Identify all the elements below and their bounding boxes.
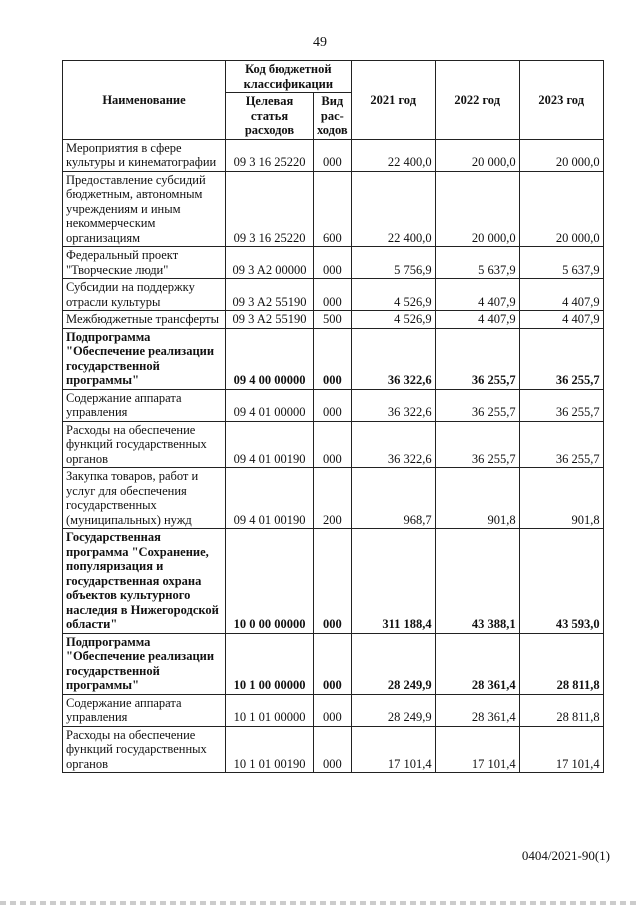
table-row (63, 171, 604, 247)
table-header (63, 61, 604, 140)
row-expense-type: 000 (314, 633, 352, 694)
row-target-article: 09 4 01 00190 (226, 421, 314, 468)
row-expense-type: 000 (314, 726, 352, 773)
row-value-2021: 36 322,6 (351, 421, 435, 468)
row-value-2021: 4 526,9 (351, 279, 435, 311)
row-name: Расходы на обеспечение функций государственных органов (63, 726, 226, 773)
row-value-2022: 36 255,7 (435, 389, 519, 421)
row-name: Расходы на обеспечение функций государственных органов (63, 421, 226, 468)
table-body (63, 139, 604, 773)
row-expense-type: 000 (314, 421, 352, 468)
row-value-2022: 36 255,7 (435, 421, 519, 468)
table-row (63, 139, 604, 171)
row-name: Государственная программа "Сохранение, популяризация и государственная охрана объектов культурного наследия в Нижегородской области" (63, 529, 226, 634)
row-target-article: 10 0 00 00000 (226, 529, 314, 634)
table-row (63, 328, 604, 389)
table-row (63, 468, 604, 529)
row-value-2023: 4 407,9 (519, 311, 603, 329)
row-value-2022: 28 361,4 (435, 694, 519, 726)
row-value-2021: 4 526,9 (351, 311, 435, 329)
row-value-2021: 5 756,9 (351, 247, 435, 279)
table-row (63, 694, 604, 726)
row-value-2023: 36 255,7 (519, 389, 603, 421)
row-name: Межбюджетные трансферты (63, 311, 226, 329)
row-value-2023: 901,8 (519, 468, 603, 529)
row-target-article: 09 3 A2 55190 (226, 279, 314, 311)
row-target-article: 10 1 01 00190 (226, 726, 314, 773)
header-target-article: Целевая статья расходов (226, 93, 314, 140)
header-kbk-group: Код бюджетной классификации (226, 61, 352, 93)
row-value-2023: 36 255,7 (519, 421, 603, 468)
row-value-2021: 968,7 (351, 468, 435, 529)
row-value-2021: 311 188,4 (351, 529, 435, 634)
table-row (63, 421, 604, 468)
row-name: Содержание аппарата управления (63, 694, 226, 726)
row-value-2021: 36 322,6 (351, 389, 435, 421)
row-value-2023: 20 000,0 (519, 171, 603, 247)
row-value-2021: 22 400,0 (351, 139, 435, 171)
budget-table (62, 60, 604, 773)
row-value-2023: 36 255,7 (519, 328, 603, 389)
row-value-2023: 28 811,8 (519, 633, 603, 694)
row-value-2022: 20 000,0 (435, 139, 519, 171)
row-expense-type: 000 (314, 529, 352, 634)
row-value-2021: 22 400,0 (351, 171, 435, 247)
row-value-2022: 28 361,4 (435, 633, 519, 694)
header-2022: 2022 год (435, 61, 519, 140)
row-expense-type: 000 (314, 247, 352, 279)
row-value-2023: 17 101,4 (519, 726, 603, 773)
row-expense-type: 500 (314, 311, 352, 329)
row-value-2023: 20 000,0 (519, 139, 603, 171)
row-name: Закупка товаров, работ и услуг для обеспечения государственных (муниципальных) нужд (63, 468, 226, 529)
row-name: Мероприятия в сфере культуры и кинематографии (63, 139, 226, 171)
scan-edge-artifact (0, 901, 640, 905)
row-target-article: 10 1 01 00000 (226, 694, 314, 726)
row-expense-type: 600 (314, 171, 352, 247)
row-value-2022: 4 407,9 (435, 311, 519, 329)
header-expense-type: Вид рас-ходов (314, 93, 352, 140)
row-value-2022: 4 407,9 (435, 279, 519, 311)
table-row (63, 529, 604, 634)
row-expense-type: 000 (314, 279, 352, 311)
row-expense-type: 000 (314, 139, 352, 171)
row-value-2021: 17 101,4 (351, 726, 435, 773)
row-value-2021: 28 249,9 (351, 694, 435, 726)
table-row (63, 726, 604, 773)
row-expense-type: 000 (314, 694, 352, 726)
row-value-2022: 5 637,9 (435, 247, 519, 279)
row-value-2022: 36 255,7 (435, 328, 519, 389)
table-row (63, 311, 604, 329)
row-value-2022: 901,8 (435, 468, 519, 529)
row-target-article: 10 1 00 00000 (226, 633, 314, 694)
row-target-article: 09 3 A2 00000 (226, 247, 314, 279)
header-name: Наименование (63, 61, 226, 140)
table-row (63, 279, 604, 311)
table-row (63, 247, 604, 279)
row-value-2022: 43 388,1 (435, 529, 519, 634)
row-value-2021: 36 322,6 (351, 328, 435, 389)
row-value-2023: 4 407,9 (519, 279, 603, 311)
row-name: Подпрограмма "Обеспечение реализации государственной программы" (63, 328, 226, 389)
row-name: Федеральный проект "Творческие люди" (63, 247, 226, 279)
document-code: 0404/2021-90(1) (521, 848, 610, 863)
row-target-article: 09 3 16 25220 (226, 171, 314, 247)
row-value-2023: 5 637,9 (519, 247, 603, 279)
header-2023: 2023 год (519, 61, 603, 140)
row-value-2023: 28 811,8 (519, 694, 603, 726)
row-expense-type: 000 (314, 328, 352, 389)
row-name: Подпрограмма "Обеспечение реализации государственной программы" (63, 633, 226, 694)
row-name: Предоставление субсидий бюджетным, автономным учреждениям и иным некоммерческим организациям (63, 171, 226, 247)
header-2021: 2021 год (351, 61, 435, 140)
row-expense-type: 200 (314, 468, 352, 529)
row-target-article: 09 3 A2 55190 (226, 311, 314, 329)
row-target-article: 09 4 01 00190 (226, 468, 314, 529)
row-value-2023: 43 593,0 (519, 529, 603, 634)
row-name: Субсидии на поддержку отрасли культуры (63, 279, 226, 311)
row-value-2022: 17 101,4 (435, 726, 519, 773)
row-value-2022: 20 000,0 (435, 171, 519, 247)
row-target-article: 09 4 00 00000 (226, 328, 314, 389)
row-target-article: 09 3 16 25220 (226, 139, 314, 171)
page-number: 49 (313, 35, 327, 50)
row-name: Содержание аппарата управления (63, 389, 226, 421)
row-expense-type: 000 (314, 389, 352, 421)
table-row (63, 633, 604, 694)
table-row (63, 389, 604, 421)
row-target-article: 09 4 01 00000 (226, 389, 314, 421)
row-value-2021: 28 249,9 (351, 633, 435, 694)
